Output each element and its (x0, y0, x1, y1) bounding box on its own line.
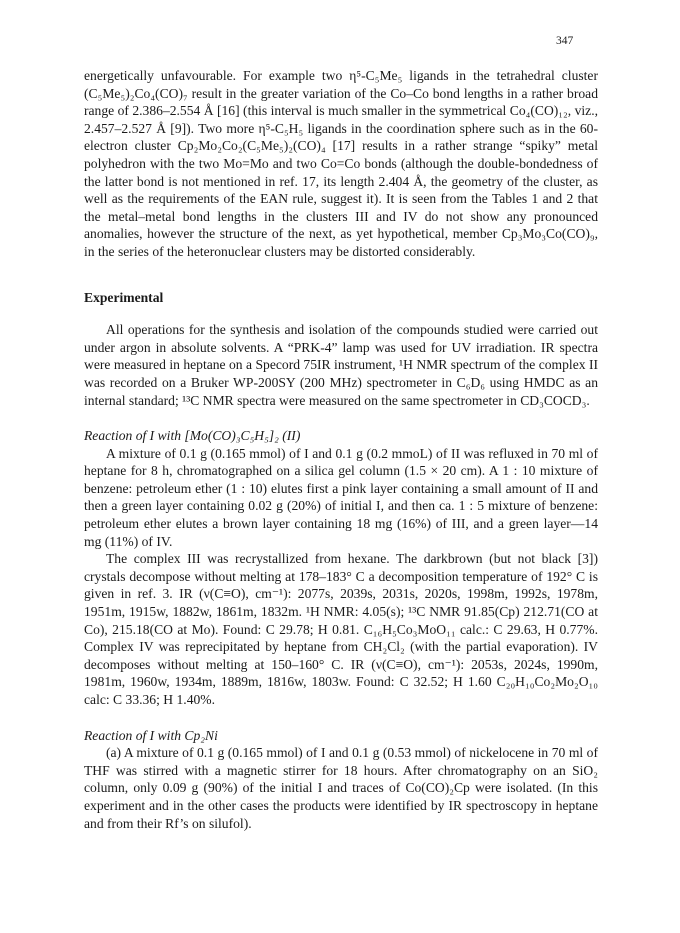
experimental-heading: Experimental (84, 289, 164, 305)
page-number: 347 (556, 35, 574, 47)
reaction-1-paragraph-2: The complex III was recrystallized from hexane. The darkbrown (but not black [3]) crystals decompose without melting at 178–183° C a decomposition temperature of 192° C is given in ref. 3. IR (ν(C≡O), cm⁻¹): 2077s, 2039s, 2031s, 2020s, 1998m, 1992s, 1978m, 1951m, 1915w, 1882w, 1861m, 1832m. ¹H NMR: 4.05(s); ¹³C NMR 91.85(Cp) 212.71(CO at Co), 215.18(CO at Mo). Found: C 29.78; H 0.81. C₁₆H₅Co₃MoO₁₁ calc.: C 29.63, H 0.77%. Complex IV was reprecipitated by heptane from CH₂Cl₂ (with the partial evaporation). IV decomposes without melting at 150–160° C. IR (ν(C≡O), cm⁻¹): 2053s, 2024s, 1990m, 1981m, 1960w, 1934m, 1889m, 1816w, 1803w. Found: C 32.52; H 1.60 C₂₀H₁₀Co₂Mo₂O₁₀ calc: C 33.36; H 1.40%. (84, 551, 598, 707)
reaction-2-paragraph-1: (a) A mixture of 0.1 g (0.165 mmol) of I and 0.1 g (0.53 mmol) of nickelocene in 70 ml of THF was stirred with a magnetic stirrer for 18 hours. After chromatography on an SiO₂ column, only 0.09 g (90%) of the initial I and traces of Co(CO)₂Cp were isolated. (In this experiment and in the other cases the products were identified by IR spectroscopy in heptane and from their Rf’s on silufol). (84, 745, 598, 831)
reaction-2-title: Reaction of I with Cp₂Ni (84, 727, 218, 743)
reaction-1-paragraph-1: A mixture of 0.1 g (0.165 mmol) of I and 0.1 g (0.2 mmoL) of II was refluxed in 70 ml of heptane for 8 h, chromatographed on a silica gel column (1.5 × 20 cm). A 1 : 10 mixture of benzene: petroleum ether (1 : 10) elutes first a pink layer containing a small amount of II and then a green layer containing 0.02 g (20%) of initial I, and then ca. 1 : 5 mixture of benzene: petroleum ether elutes a brown layer containing 18 mg (16%) of III, and a green layer—14 mg (11%) of IV. (84, 445, 598, 549)
intro-paragraph: energetically unfavourable. For example two η⁵-C₅Me₅ ligands in the tetrahedral cluster (C₅Me₅)₂Co₄(CO)₇ result in the greater variation of the Co–Co bond lengths in a rather broad range of 2.386–2.554 Å [16] (this interval is much smaller in the symmetrical Co₄(CO)₁₂, viz., 2.457–2.527 Å [9]). Two more η⁵-C₅H₅ ligands in the coordination sphere such as in the 60-electron cluster Cp₂Mo₂Co₂(C₅Me₅)₂(CO)₄ [17] results in a rather strange “spiky” metal polyhedron with the two Mo=Mo and two Co=Co bonds (although the double-bondedness of the latter bond is not mentioned in ref. 17, its length 2.404 Å, the geometry of the cluster, as well as the requirements of the EAN rule, suggest it). It is seen from the Tables 1 and 2 that the metal–metal bond lengths in the clusters III and IV do not show any pronounced anomalies, however the structure of the next, as yet hypothetical, member Cp₃Mo₃Co(CO)₉, in the series of the heteronuclear clusters may be distorted considerably. (84, 68, 598, 259)
article-body (84, 67, 598, 832)
reaction-1-title: Reaction of I with [Mo(CO)₃C₅H₅]₂ (II) (84, 428, 301, 444)
experimental-paragraph: All operations for the synthesis and isolation of the compounds studied were carried out under argon in absolute solvents. A “PRK-4” lamp was used for UV irradiation. IR spectra were measured in heptane on a Specord 75IR instrument, ¹H NMR spectrum of the complex II was recorded on a Bruker WP-200SY (200 MHz) spectrometer in C₆D₆ using HMDC as an internal standard; ¹³C NMR spectra were measured on the same spectrometer in CD₃COCD₃. (84, 322, 598, 408)
